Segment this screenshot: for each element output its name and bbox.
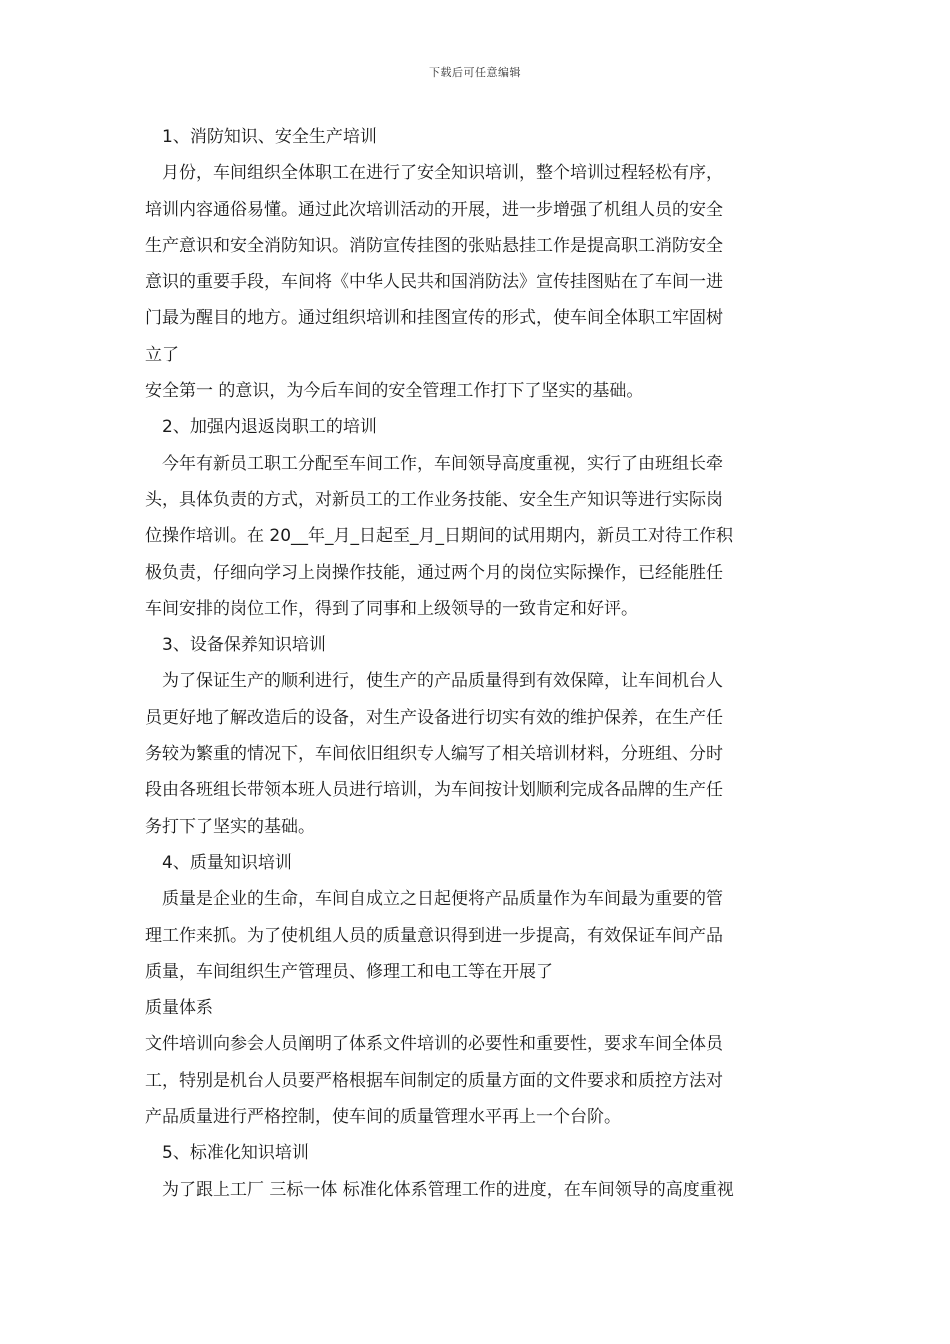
text-line: 理工作来抓。为了使机组人员的质量意识得到进一步提高，有效保证车间产品 xyxy=(145,925,723,946)
text-line: 门最为醒目的地方。通过组织培训和挂图宣传的形式，使车间全体职工牢固树 xyxy=(145,308,723,329)
text-line: 为了跟上工厂 三标一体 标准化体系管理工作的进度，在车间领导的高度重视 xyxy=(162,1179,734,1200)
text-line: 产品质量进行严格控制，使车间的质量管理水平再上一个台阶。 xyxy=(145,1107,621,1128)
text-line: 质量体系 xyxy=(145,998,213,1019)
text-line: 安全第一 的意识，为今后车间的安全管理工作打下了坚实的基础。 xyxy=(145,381,644,402)
section-paragraph-4 xyxy=(145,881,813,1135)
document-body xyxy=(145,119,813,1208)
section-paragraph-5 xyxy=(145,1172,813,1208)
text-line: 头，具体负责的方式，对新员工的工作业务技能、安全生产知识等进行实际岗 xyxy=(145,489,723,510)
section-heading-1: 1、消防知识、安全生产培训 xyxy=(162,127,377,147)
text-line: 务打下了坚实的基础。 xyxy=(145,816,315,837)
text-line: 今年有新员工职工分配至车间工作，车间领导高度重视，实行了由班组长牵 xyxy=(162,453,723,474)
text-line: 务较为繁重的情况下，车间依旧组织专人编写了相关培训材料，分班组、分时 xyxy=(145,744,723,765)
text-line: 生产意识和安全消防知识。消防宣传挂图的张贴悬挂工作是提高职工消防安全 xyxy=(145,235,723,256)
text-line: 文件培训向参会人员阐明了体系文件培训的必要性和重要性，要求车间全体员 xyxy=(145,1034,723,1055)
text-line: 段由各班组长带领本班人员进行培训，为车间按计划顺利完成各品牌的生产任 xyxy=(145,780,723,801)
section-heading-2: 2、加强内退返岗职工的培训 xyxy=(162,417,377,438)
text-line: 立了 xyxy=(145,344,179,365)
section-paragraph-2 xyxy=(145,446,813,627)
section-heading-3: 3、设备保养知识培训 xyxy=(162,635,326,656)
section-heading-4: 4、质量知识培训 xyxy=(162,852,292,873)
section-paragraph-3 xyxy=(145,663,813,844)
header-note: 下载后可任意编辑 xyxy=(429,66,521,79)
text-line: 车间安排的岗位工作，得到了同事和上级领导的一致肯定和好评。 xyxy=(145,598,638,619)
text-line: 质量，车间组织生产管理员、修理工和电工等在开展了 xyxy=(145,961,553,982)
text-line: 工，特别是机台人员要严格根据车间制定的质量方面的文件要求和质控方法对 xyxy=(145,1070,723,1091)
text-line: 意识的重要手段，车间将《中华人民共和国消防法》宣传挂图贴在了车间一进 xyxy=(145,272,723,293)
text-line: 位操作培训。在 20__年_月_日起至_月_日期间的试用期内，新员工对待工作积 xyxy=(145,526,734,547)
text-line: 质量是企业的生命，车间自成立之日起便将产品质量作为车间最为重要的管 xyxy=(162,889,723,910)
section-paragraph-1 xyxy=(145,155,813,409)
text-line: 为了保证生产的顺利进行，使生产的产品质量得到有效保障，让车间机台人 xyxy=(162,671,723,692)
text-line: 培训内容通俗易懂。通过此次培训活动的开展，进一步增强了机组人员的安全 xyxy=(145,199,723,220)
text-line: 极负责，仔细向学习上岗操作技能，通过两个月的岗位实际操作，已经能胜任 xyxy=(145,562,723,583)
section-heading-5: 5、标准化知识培训 xyxy=(162,1143,309,1164)
text-line: 月份，车间组织全体职工在进行了安全知识培训，整个培训过程轻松有序， xyxy=(162,163,723,184)
text-line: 员更好地了解改造后的设备，对生产设备进行切实有效的维护保养，在生产任 xyxy=(145,707,723,728)
